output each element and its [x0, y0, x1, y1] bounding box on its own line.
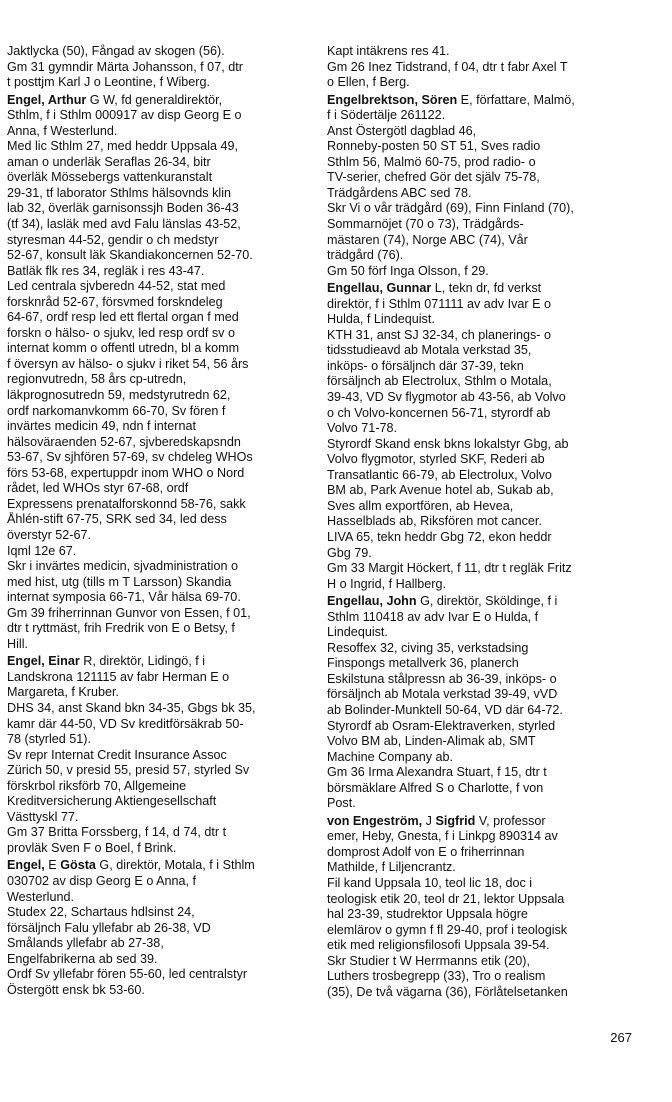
text-line — [7, 590, 303, 606]
text-line — [327, 546, 627, 562]
entry-text: Volvo 71-78. — [327, 421, 398, 436]
text-line — [327, 860, 627, 876]
text-line — [7, 936, 303, 952]
text-line — [327, 765, 627, 781]
entry-text: ordf narkomanvkomm 66-70, Sv fören f — [7, 403, 226, 418]
text-line — [7, 905, 303, 921]
text-line — [7, 248, 303, 264]
text-line — [7, 763, 303, 779]
text-line — [7, 186, 303, 202]
entry-text: styresman 44-52, gendir o ch medstyr — [7, 232, 219, 247]
text-line — [7, 372, 303, 388]
entry-text: Sthlm 110418 av adv Ivar E o Hulda, f — [327, 609, 539, 624]
text-line — [327, 719, 627, 735]
text-line — [327, 170, 627, 186]
text-line — [327, 468, 627, 484]
entry-text: hal 23-39, studrektor Uppsala högre — [327, 907, 528, 922]
text-line — [7, 825, 303, 841]
text-line — [327, 124, 627, 140]
entry-text: 64-67, ordf resp led ett flertal organ f med — [7, 310, 239, 325]
entry-text: Zürich 50, v presid 55, presid 57, styrled Sv — [7, 763, 250, 778]
biography-entry — [327, 281, 627, 592]
text-line — [327, 954, 627, 970]
text-line — [327, 656, 627, 672]
text-line — [7, 717, 303, 733]
entry-text: Gm 33 Margit Höckert, f 11, dtr t regläk Fritz — [327, 561, 572, 576]
text-line — [7, 264, 303, 280]
text-line — [327, 406, 627, 422]
entry-text: förskrbol riksförb 70, Allgemeine — [7, 778, 187, 793]
entry-text: Sv repr Internat Credit Insurance Assoc — [7, 747, 227, 762]
text-line — [7, 326, 303, 342]
text-line — [7, 779, 303, 795]
entry-text: trädgård (76). — [327, 248, 404, 263]
entry-text: H o Ingrid, f Hallberg. — [327, 576, 446, 591]
text-line — [7, 170, 303, 186]
entry-text: L, tekn dr, fd verkst — [431, 281, 542, 296]
text-line — [327, 514, 627, 530]
text-line — [327, 499, 627, 515]
text-line — [327, 530, 627, 546]
entry-text: förs 53-68, expertuppdr inom WHO o Nord — [7, 465, 245, 480]
entry-text: Gm 36 Irma Alexandra Stuart, f 15, dtr t — [327, 765, 547, 780]
text-line — [327, 781, 627, 797]
text-line — [327, 281, 627, 297]
biography-entry — [7, 93, 303, 653]
text-line — [7, 93, 303, 109]
entry-text: Skr Vi o vår trädgård (69), Finn Finland (70), — [327, 201, 574, 216]
entry-name: Sigfrid — [435, 813, 476, 828]
text-line — [7, 481, 303, 497]
text-line — [327, 876, 627, 892]
entry-text: Med lic Sthlm 27, med heddr Uppsala 49, — [7, 139, 239, 154]
biography-entry — [7, 654, 303, 856]
entry-text: LIVA 65, tekn heddr Gbg 72, ekon heddr — [327, 529, 552, 544]
entry-text: E, författare, Malmö, — [457, 92, 575, 107]
text-line — [327, 437, 627, 453]
text-line — [327, 672, 627, 688]
entry-text: Finspongs metallverk 36, planerch — [327, 656, 519, 671]
entry-text: Hulda, f Lindequist. — [327, 312, 435, 327]
entry-text: läkprognosutredn 59, medstyrutredn 62, — [7, 388, 231, 403]
text-line — [327, 217, 627, 233]
text-line — [7, 794, 303, 810]
text-line — [7, 201, 303, 217]
entry-text: KTH 31, anst SJ 32-34, ch planerings- o — [327, 327, 552, 342]
text-line — [7, 108, 303, 124]
text-line — [327, 734, 627, 750]
entry-text: kamr där 44-50, VD Sv kreditförsäkrab 50- — [7, 716, 244, 731]
text-line — [327, 343, 627, 359]
entry-text: Iqml 12e 67. — [7, 543, 77, 558]
entry-text: Hasselblads ab, Riksfören mot cancer. — [327, 514, 542, 529]
biography-entry — [7, 44, 303, 91]
text-line — [327, 594, 627, 610]
entry-text: f i Södertälje 261122. — [327, 108, 446, 123]
text-line — [327, 625, 627, 641]
entry-text: Trädgårdens ABC sed 78. — [327, 185, 472, 200]
entry-text: Sthlm 56, Malmö 60-75, prod radio- o — [327, 154, 536, 169]
text-line — [7, 921, 303, 937]
text-line — [7, 858, 303, 874]
text-line — [327, 359, 627, 375]
text-line — [7, 874, 303, 890]
text-line — [7, 124, 303, 140]
entry-text: Jaktlycka (50), Fångad av skogen (56). — [7, 44, 225, 58]
entry-text: Batläk flk res 34, regläk i res 43-47. — [7, 263, 205, 278]
entry-text: V, professor — [475, 813, 546, 828]
text-line — [7, 637, 303, 653]
biography-entry — [327, 814, 627, 1001]
text-line — [327, 75, 627, 91]
text-line — [7, 404, 303, 420]
text-line — [7, 388, 303, 404]
entry-text: 39-43, VD Sv flygmotor ab 43-56, ab Volvo — [327, 390, 566, 405]
text-line — [7, 967, 303, 983]
entry-text: Styrordf Skand ensk bkns lokalstyr Gbg, ab — [327, 436, 569, 451]
text-line — [327, 390, 627, 406]
entry-text: Mathilde, f Liljencrantz. — [327, 860, 456, 875]
entry-text: forskn o hälso- o sjukv, led resp ordf sv o — [7, 325, 235, 340]
entry-text: Machine Company ab. — [327, 749, 454, 764]
text-line — [327, 561, 627, 577]
entry-text: Styrordf ab Osram-Elektraverken, styrled — [327, 718, 556, 733]
text-line — [327, 938, 627, 954]
left-column — [7, 44, 303, 998]
text-line — [7, 606, 303, 622]
entry-text: (tf 34), lasläk med avd Falu länslas 43-52, — [7, 217, 241, 232]
text-line — [327, 248, 627, 264]
entry-text: 53-67, Sv sjhfören 57-69, sv chdeleg WHOs — [7, 450, 253, 465]
entry-name: Engel, — [7, 858, 45, 873]
entry-text: DHS 34, anst Skand bkn 34-35, Gbgs bk 35, — [7, 700, 256, 715]
entry-text: internat symposia 66-71, Vår hälsa 69-70. — [7, 590, 241, 605]
entry-text: Westerlund. — [7, 889, 74, 904]
text-line — [327, 641, 627, 657]
text-line — [7, 732, 303, 748]
entry-name: Engelbrektson, Sören — [327, 92, 458, 107]
entry-text: Ronneby-posten 50 ST 51, Sves radio — [327, 139, 541, 154]
entry-text: domprost Adolf von E o friherrinnan — [327, 844, 525, 859]
text-line — [327, 483, 627, 499]
entry-text: Hill. — [7, 636, 28, 651]
entry-text: mästaren (74), Norge ABC (74), Vår — [327, 232, 528, 247]
entry-name: von Engeström, — [327, 813, 423, 828]
entry-text: aman o underläk Seraflas 26-34, bitr — [7, 154, 211, 169]
text-line — [7, 748, 303, 764]
biography-entry — [7, 858, 303, 998]
text-line — [327, 312, 627, 328]
text-line — [327, 264, 627, 280]
entry-text: börsmäklare Alfred S o Charlotte, f von — [327, 780, 544, 795]
entry-text: Lindequist. — [327, 625, 388, 640]
text-line — [327, 845, 627, 861]
entry-text: tidsstudieavd ab Motala verkstad 35, — [327, 343, 532, 358]
text-line — [327, 969, 627, 985]
entry-text: Gm 50 förf Inga Olsson, f 29. — [327, 263, 489, 278]
entry-text: Eskilstuna stålpressn ab 36-39, inköps- o — [327, 671, 557, 686]
entry-text: emer, Heby, Gnesta, f i Linkpg 890314 av — [327, 829, 558, 844]
text-line — [327, 610, 627, 626]
entry-text: Sthlm, f i Sthlm 000917 av disp Georg E o — [7, 108, 242, 123]
text-line — [7, 139, 303, 155]
entry-text: lab 32, överläk garnisonssjh Boden 36-43 — [7, 201, 239, 216]
text-line — [7, 155, 303, 171]
text-line — [7, 621, 303, 637]
text-line — [327, 829, 627, 845]
text-line — [7, 701, 303, 717]
entry-text: rådet, led WHOs styr 67-68, ordf — [7, 481, 189, 496]
entry-text: internat komm o offentl utredn, bl a komm — [7, 341, 240, 356]
text-line — [7, 810, 303, 826]
text-line — [7, 310, 303, 326]
page-number: 267 — [610, 1030, 632, 1045]
entry-text: G, direktör, Sköldinge, f i — [416, 594, 558, 609]
text-line — [7, 341, 303, 357]
text-line — [327, 687, 627, 703]
text-line — [327, 297, 627, 313]
text-line — [327, 750, 627, 766]
entry-text: Smålands yllefabr ab 27-38, — [7, 936, 164, 951]
entry-text: Sves allm exportfören, ab Hevea, — [327, 498, 514, 513]
entry-text: etik med religionsfilosofi Uppsala 39-54. — [327, 938, 550, 953]
entry-name: Engel, Arthur — [7, 92, 87, 107]
text-line — [327, 703, 627, 719]
entry-text: o Ellen, f Berg. — [327, 75, 410, 90]
entry-text: G, direktör, Motala, f i Sthlm — [95, 858, 255, 873]
text-line — [327, 60, 627, 76]
entry-text: regionvutredn, 58 års cp-utredn, — [7, 372, 187, 387]
entry-text: Transatlantic 66-79, ab Electrolux, Volvo — [327, 467, 552, 482]
text-line — [7, 419, 303, 435]
entry-text: o ch Volvo-koncernen 56-71, styrordf ab — [327, 405, 551, 420]
entry-text: forsknråd 52-67, försvmed forskndeleg — [7, 294, 223, 309]
text-line — [7, 217, 303, 233]
entry-text: TV-serier, chefred Gör det själv 75-78, — [327, 170, 540, 185]
biography-entry — [327, 44, 627, 91]
entry-text: inköps- o försäljnch där 37-39, tekn — [327, 358, 524, 373]
entry-text: Gm 31 gymndir Märta Johansson, f 07, dtr — [7, 59, 243, 74]
entry-text: Volvo flygmotor, styrled SKF, Rederi ab — [327, 452, 545, 467]
entry-text: Expressens prenatalforskonnd 58-76, sakk — [7, 496, 246, 511]
entry-text: Sommarnöjet (70 o 73), Trädgårds- — [327, 217, 524, 232]
text-line — [327, 892, 627, 908]
entry-text: ab Bolinder-Munktell 50-64, VD där 64-72. — [327, 702, 563, 717]
entry-text: direktör, f i Sthlm 071111 av adv Ivar E o — [327, 296, 551, 311]
entry-text: Västtyskl 77. — [7, 809, 79, 824]
entry-text: (35), De två vägarna (36), Förlåtelsetanken — [327, 984, 568, 999]
text-line — [7, 466, 303, 482]
entry-text: R, direktör, Lidingö, f i — [79, 654, 206, 669]
entry-text: Led centrala sjvberedn 44-52, stat med — [7, 279, 226, 294]
text-line — [7, 435, 303, 451]
text-line — [7, 654, 303, 670]
text-line — [327, 814, 627, 830]
entry-text: Östergött ensk bk 53-60. — [7, 982, 145, 997]
text-line — [327, 233, 627, 249]
entry-text: 030702 av disp Georg E o Anna, f — [7, 873, 197, 888]
entry-text: f översyn av hälso- o sjukv i riket 54, 56 års — [7, 356, 249, 371]
entry-text: J — [422, 813, 436, 828]
text-line — [327, 421, 627, 437]
entry-text: t posttjm Karl J o Leontine, f Wiberg. — [7, 75, 210, 90]
text-line — [327, 452, 627, 468]
entry-name: Engel, Einar — [7, 654, 80, 669]
text-line — [7, 890, 303, 906]
entry-text: BM ab, Park Avenue hotel ab, Sukab ab, — [327, 483, 554, 498]
biography-entry — [327, 93, 627, 280]
biography-entry — [327, 594, 627, 812]
text-line — [7, 528, 303, 544]
entry-text: G W, fd generaldirektör, — [86, 92, 223, 107]
entry-text: Margareta, f Kruber. — [7, 685, 119, 700]
entry-text: Fil kand Uppsala 10, teol lic 18, doc i — [327, 875, 533, 890]
entry-text: Resoffex 32, civing 35, verkstadsing — [327, 640, 529, 655]
entry-text: 78 (styrled 51). — [7, 732, 91, 747]
entry-text: Gm 26 Inez Tidstrand, f 04, dtr t fabr Axel T — [327, 59, 568, 74]
text-line — [327, 923, 627, 939]
entry-text: Åhlén-stift 67-75, SRK sed 34, led dess — [7, 512, 227, 527]
entry-text: Skr i invärtes medicin, sjvadministration o — [7, 559, 238, 574]
text-line — [7, 279, 303, 295]
entry-text: överläk Mössebergs vattenkuranstalt — [7, 170, 213, 185]
text-line — [7, 983, 303, 999]
entry-text: Landskrona 121115 av fabr Herman E o — [7, 669, 230, 684]
entry-text: dtr t ryttmäst, frih Fredrik von E o Betsy, f — [7, 621, 235, 636]
entry-name: Gösta — [60, 858, 96, 873]
entry-text: Kapt intäkrens res 41. — [327, 44, 450, 58]
text-line — [327, 328, 627, 344]
entry-text: Skr Studier t W Herrmanns etik (20), — [327, 953, 530, 968]
entry-text: invärtes medicin 49, ndn f internat — [7, 419, 197, 434]
entry-text: Studex 22, Schartaus hdlsinst 24, — [7, 905, 195, 920]
entry-text: E — [44, 858, 61, 873]
text-line — [327, 139, 627, 155]
text-line — [327, 186, 627, 202]
text-line — [7, 952, 303, 968]
right-column — [327, 44, 627, 1000]
text-line — [7, 544, 303, 560]
text-line — [7, 670, 303, 686]
entry-text: försäljnch ab Electrolux, Sthlm o Motala, — [327, 374, 552, 389]
entry-name: Engellau, John — [327, 594, 417, 609]
entry-text: 52-67, konsult läk Skandiakoncernen 52-70. — [7, 248, 253, 263]
text-line — [7, 559, 303, 575]
text-line — [7, 512, 303, 528]
entry-text: Volvo BM ab, Linden-Alimak ab, SMT — [327, 734, 536, 749]
entry-text: Engelfabrikerna ab sed 39. — [7, 951, 158, 966]
entry-text: Kreditversicherung Aktiengesellschaft — [7, 794, 217, 809]
entry-text: Gm 37 Britta Forssberg, f 14, d 74, dtr t — [7, 825, 227, 840]
entry-text: Anst Östergötl dagblad 46, — [327, 123, 477, 138]
entry-text: försäljnch ab Motala verkstad 39-49, vVD — [327, 687, 558, 702]
entry-text: Ordf Sv yllefabr fören 55-60, led centralstyr — [7, 967, 248, 982]
entry-text: Luthers trosbegrepp (33), Tro o realism — [327, 969, 546, 984]
entry-text: hälsoväraenden 52-67, sjvberedskapsndn — [7, 434, 241, 449]
text-line — [327, 155, 627, 171]
text-line — [7, 233, 303, 249]
text-line — [327, 108, 627, 124]
entry-name: Engellau, Gunnar — [327, 281, 432, 296]
text-line — [7, 295, 303, 311]
text-line — [327, 907, 627, 923]
entry-text: Anna, f Westerlund. — [7, 123, 118, 138]
entry-text: överstyr 52-67. — [7, 527, 91, 542]
entry-text: med hist, utg (tills m T Larsson) Skandia — [7, 574, 232, 589]
entry-text: Gbg 79. — [327, 545, 372, 560]
text-line — [327, 201, 627, 217]
text-line — [7, 357, 303, 373]
entry-text: Gm 39 friherrinnan Gunvor von Essen, f 01, — [7, 605, 251, 620]
text-line — [7, 75, 303, 91]
entry-text: elemlärov o gymn f fl 29-40, prof i teologisk — [327, 922, 568, 937]
text-line — [7, 60, 303, 76]
entry-text: teologisk etik 20, teol dr 21, lektor Uppsala — [327, 891, 565, 906]
text-line — [7, 575, 303, 591]
text-line — [7, 450, 303, 466]
text-line — [7, 44, 303, 60]
text-line — [327, 985, 627, 1001]
text-line — [7, 841, 303, 857]
text-line — [7, 497, 303, 513]
text-line — [327, 44, 627, 60]
entry-text: 29-31, tf laborator Sthlms hälsovnds klin — [7, 185, 232, 200]
text-line — [327, 93, 627, 109]
text-line — [327, 796, 627, 812]
text-line — [327, 577, 627, 593]
text-line — [327, 374, 627, 390]
text-line — [7, 685, 303, 701]
entry-text: provläk Sven F o Boel, f Brink. — [7, 840, 177, 855]
entry-text: försäljnch Falu yllefabr ab 26-38, VD — [7, 920, 211, 935]
entry-text: Post. — [327, 796, 356, 811]
